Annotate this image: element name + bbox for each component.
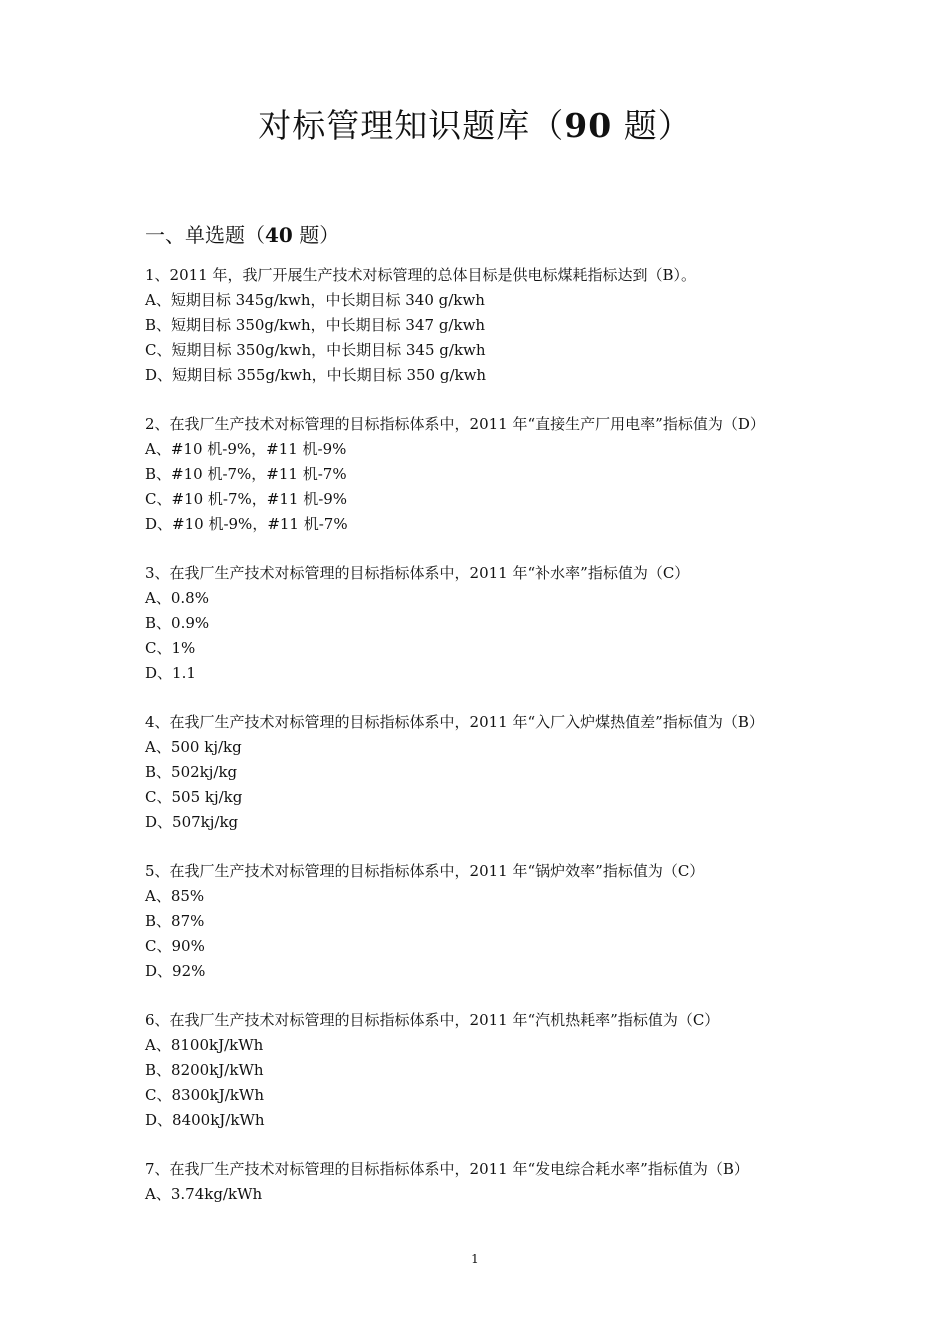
question-stem: 4、在我厂生产技术对标管理的目标指标体系中，2011 年“入厂入炉煤热值差”指标值为（B） bbox=[145, 713, 764, 731]
document-title bbox=[0, 104, 950, 148]
answer-option: A、500 kj/kg bbox=[145, 738, 242, 756]
question-item bbox=[145, 1157, 825, 1207]
question-stem: 7、在我厂生产技术对标管理的目标指标体系中，2011 年“发电综合耗水率”指标值为（B） bbox=[145, 1160, 749, 1178]
answer-option: C、8300kJ/kWh bbox=[145, 1086, 264, 1104]
question-item bbox=[145, 561, 825, 686]
answer-option: B、#10 机-7%，#11 机-7% bbox=[145, 465, 347, 483]
answer-option: D、#10 机-9%，#11 机-7% bbox=[145, 515, 348, 533]
answer-option: D、507kj/kg bbox=[145, 813, 239, 831]
answer-option: D、1.1 bbox=[145, 664, 196, 682]
document-title-count: 90 bbox=[564, 106, 613, 145]
question-item bbox=[145, 859, 825, 984]
answer-option: A、#10 机-9%，#11 机-9% bbox=[145, 440, 347, 458]
answer-option: A、短期目标 345g/kwh，中长期目标 340 g/kwh bbox=[145, 291, 485, 309]
answer-option: C、1% bbox=[145, 639, 196, 657]
document-title-text: 对标管理知识题库（ bbox=[258, 106, 565, 145]
question-stem: 2、在我厂生产技术对标管理的目标指标体系中，2011 年“直接生产厂用电率”指标值为（D） bbox=[145, 415, 765, 433]
answer-option: C、505 kj/kg bbox=[145, 788, 243, 806]
answer-option: C、短期目标 350g/kwh，中长期目标 345 g/kwh bbox=[145, 341, 486, 359]
answer-option: B、87% bbox=[145, 912, 205, 930]
section-heading bbox=[145, 221, 339, 249]
page-number: 1 bbox=[471, 1252, 479, 1266]
answer-option: C、90% bbox=[145, 937, 205, 955]
answer-option: A、3.74kg/kWh bbox=[145, 1185, 263, 1203]
answer-option: B、0.9% bbox=[145, 614, 210, 632]
section-heading-tail: 题） bbox=[292, 223, 340, 247]
answer-option: B、502kj/kg bbox=[145, 763, 238, 781]
answer-option: A、8100kJ/kWh bbox=[145, 1036, 264, 1054]
question-stem: 6、在我厂生产技术对标管理的目标指标体系中，2011 年“汽机热耗率”指标值为（C） bbox=[145, 1011, 720, 1029]
answer-option: B、8200kJ/kWh bbox=[145, 1061, 264, 1079]
question-stem: 3、在我厂生产技术对标管理的目标指标体系中，2011 年“补水率”指标值为（C） bbox=[145, 564, 690, 582]
answer-option: A、0.8% bbox=[145, 589, 209, 607]
section-heading-text: 一、单选题（ bbox=[145, 223, 265, 247]
question-item bbox=[145, 263, 825, 388]
document-title-tail: 题） bbox=[612, 106, 692, 145]
answer-option: D、92% bbox=[145, 962, 206, 980]
question-list bbox=[145, 263, 825, 1231]
answer-option: A、85% bbox=[145, 887, 205, 905]
answer-option: D、8400kJ/kWh bbox=[145, 1111, 265, 1129]
question-stem: 5、在我厂生产技术对标管理的目标指标体系中，2011 年“锅炉效率”指标值为（C） bbox=[145, 862, 705, 880]
question-item bbox=[145, 412, 825, 537]
question-stem: 1、2011 年，我厂开展生产技术对标管理的总体目标是供电标煤耗指标达到（B）。 bbox=[145, 266, 697, 284]
section-heading-count: 40 bbox=[265, 223, 293, 247]
answer-option: C、#10 机-7%，#11 机-9% bbox=[145, 490, 348, 508]
question-item bbox=[145, 1008, 825, 1133]
answer-option: B、短期目标 350g/kwh，中长期目标 347 g/kwh bbox=[145, 316, 486, 334]
answer-option: D、短期目标 355g/kwh，中长期目标 350 g/kwh bbox=[145, 366, 487, 384]
question-item bbox=[145, 710, 825, 835]
